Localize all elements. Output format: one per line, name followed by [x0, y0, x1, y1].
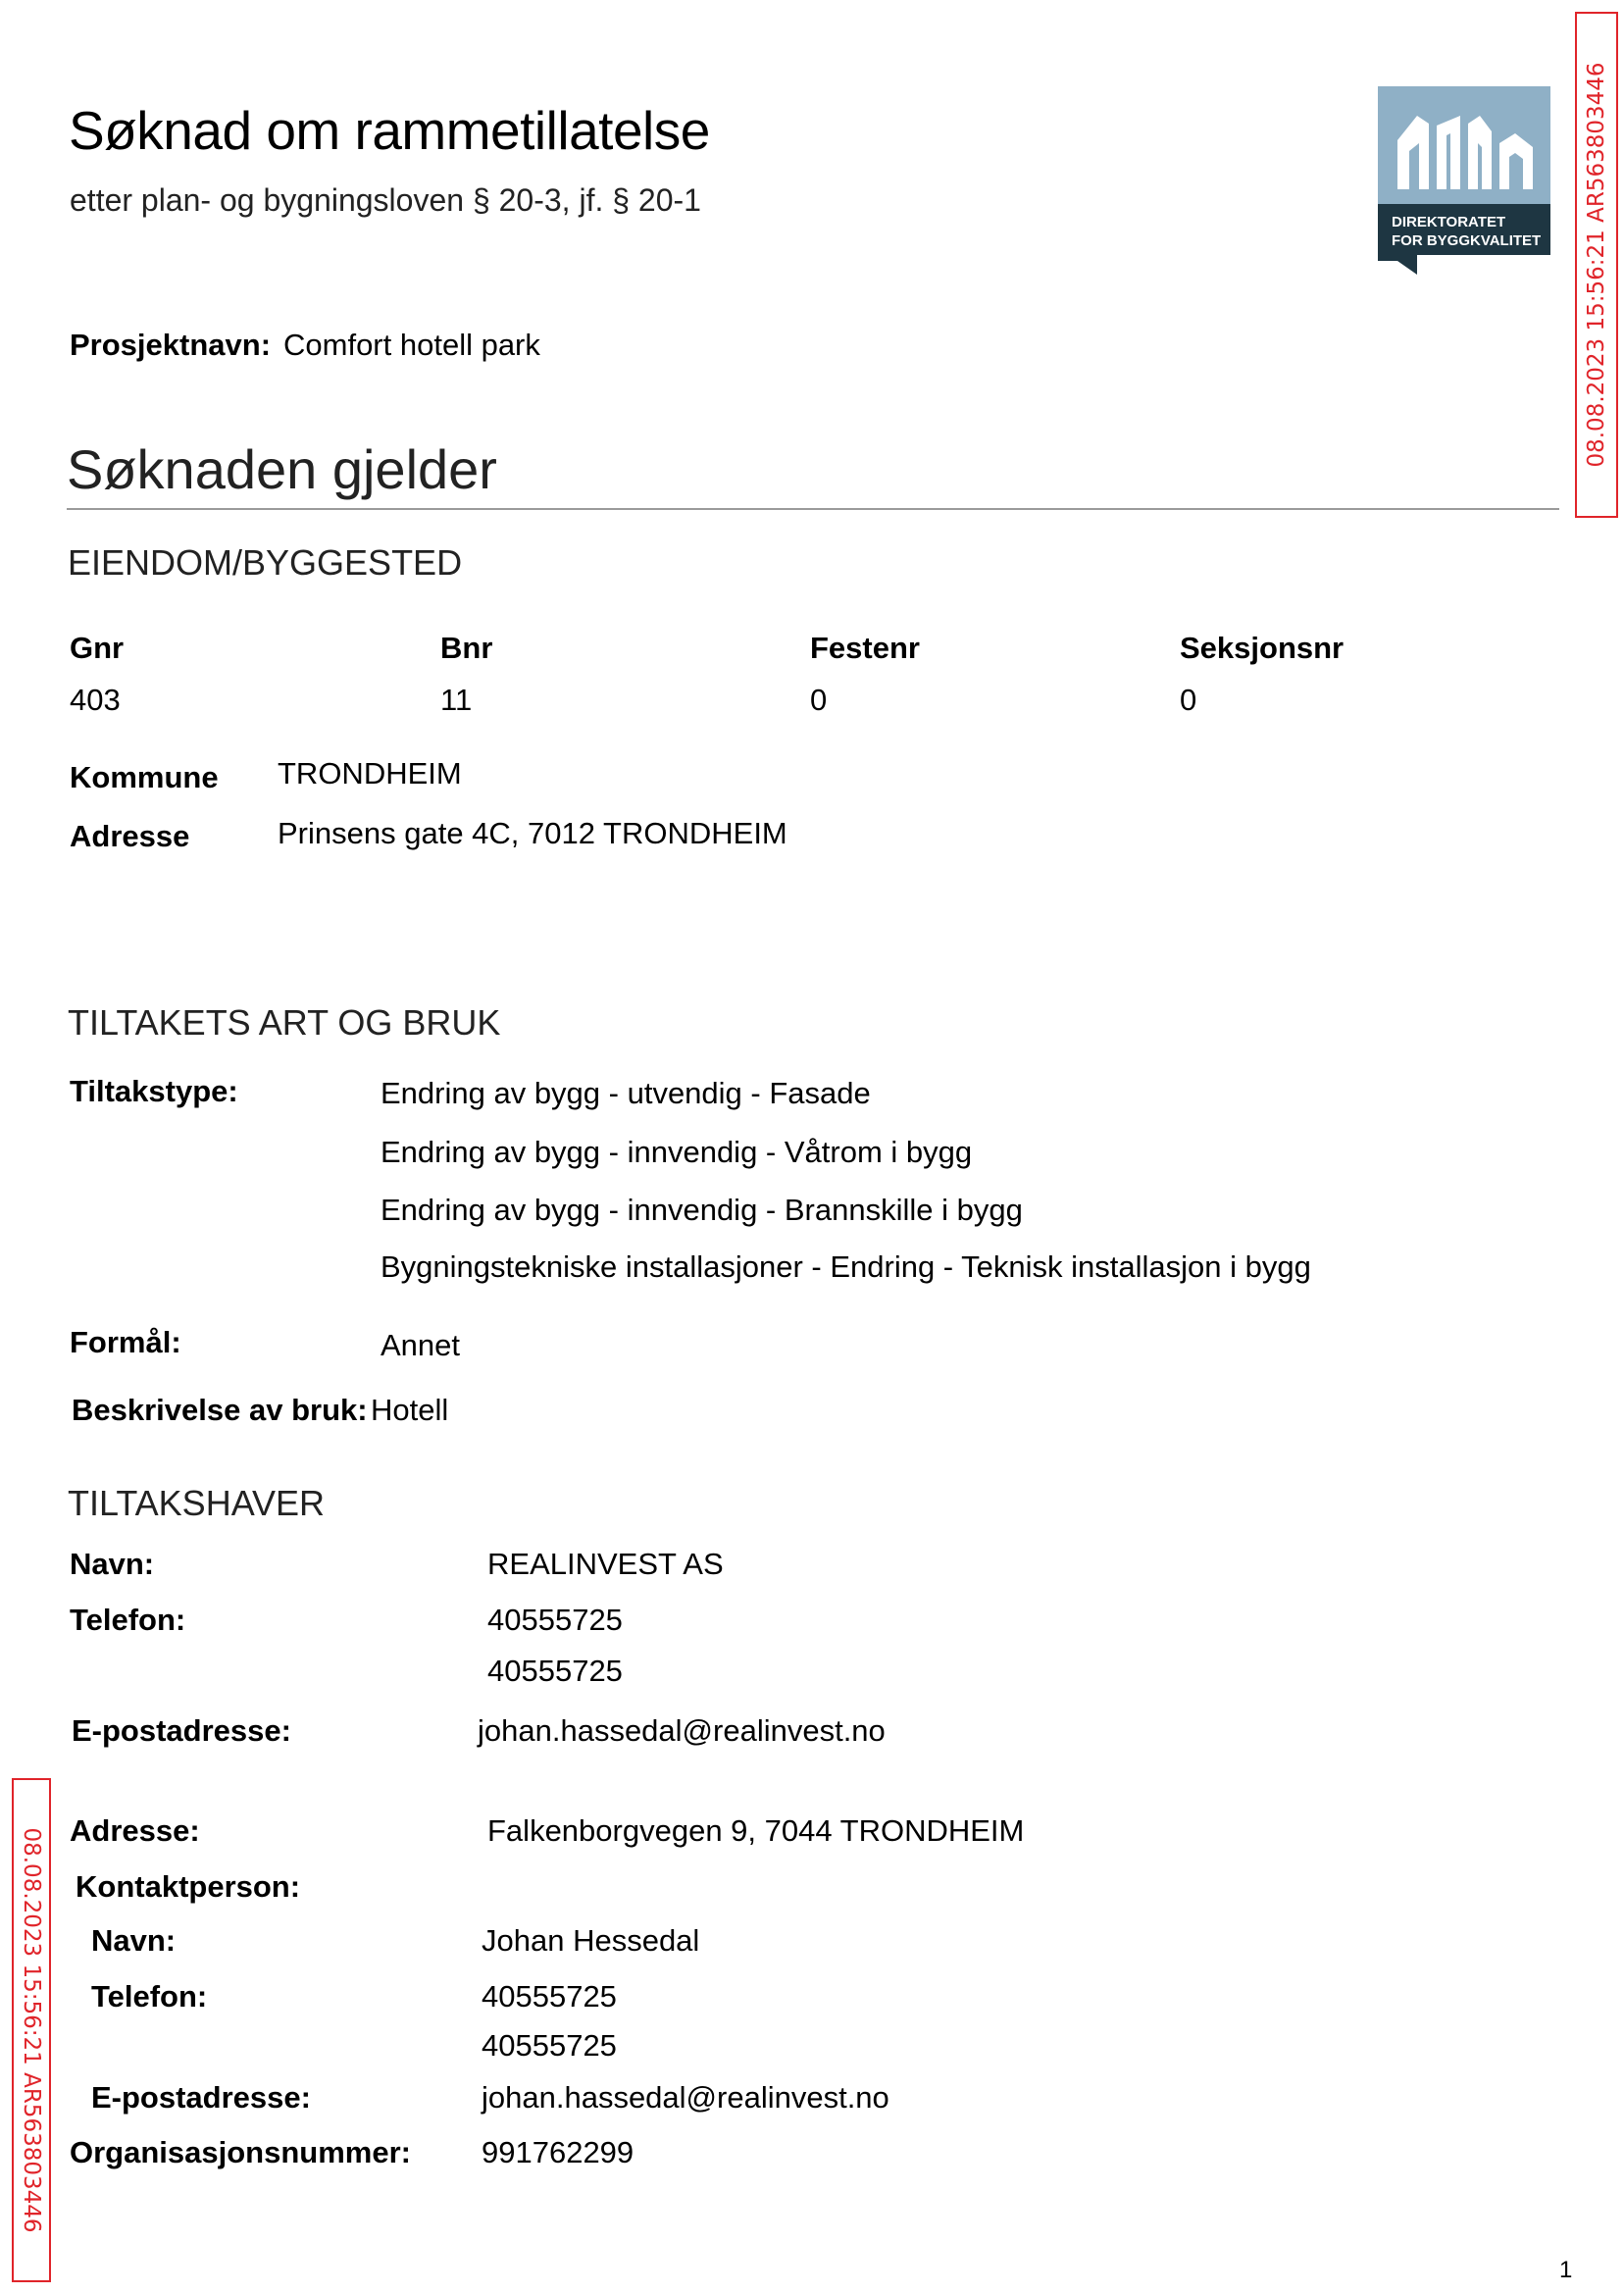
- archive-stamp-bottom-text: 08.08.2023 15:56:21 AR563803446: [19, 1827, 44, 2233]
- adresse-value: Prinsens gate 4C, 7012 TRONDHEIM: [278, 816, 787, 850]
- archive-stamp-top: [1575, 12, 1618, 518]
- project-name-value: Comfort hotell park: [283, 328, 540, 362]
- tiltakshaver-adresse-value: Falkenborgvegen 9, 7044 TRONDHEIM: [487, 1813, 1025, 1848]
- property-col-festenr: Festenr: [810, 631, 920, 665]
- tiltakshaver-epost-value: johan.hassedal@realinvest.no: [478, 1713, 886, 1748]
- property-col-seksjonsnr: Seksjonsnr: [1180, 631, 1345, 665]
- kommune-label: Kommune: [70, 760, 219, 794]
- tiltakstype-item: Bygningstekniske installasjoner - Endring - Teknisk installasjon i bygg: [381, 1249, 1311, 1284]
- kontakt-telefon-label: Telefon:: [91, 1979, 208, 2014]
- kontakt-epost-value: johan.hassedal@realinvest.no: [482, 2080, 889, 2115]
- kontakt-epost-label: E-postadresse:: [91, 2080, 311, 2115]
- kontakt-telefon-value: 40555725: [482, 2028, 617, 2063]
- formal-label: Formål:: [70, 1325, 181, 1359]
- tiltakshaver-epost-label: E-postadresse:: [72, 1713, 291, 1748]
- page-number: 1: [1559, 2257, 1573, 2283]
- property-heading: EIENDOM/BYGGESTED: [68, 542, 463, 583]
- kontakt-telefon-value: 40555725: [482, 1979, 617, 2014]
- bruk-value: Hotell: [371, 1393, 449, 1427]
- bruk-label: Beskrivelse av bruk:: [72, 1393, 368, 1427]
- tiltakstype-item: Endring av bygg - utvendig - Fasade: [381, 1076, 871, 1110]
- tiltakshaver-adresse-label: Adresse:: [70, 1813, 200, 1848]
- property-val-gnr: 403: [70, 683, 121, 717]
- section-heading: Søknaden gjelder: [67, 438, 497, 500]
- tiltakshaver-heading: TILTAKSHAVER: [68, 1483, 326, 1523]
- tiltakstype-item: Endring av bygg - innvendig - Brannskille i bygg: [381, 1193, 1023, 1227]
- orgnr-value: 991762299: [482, 2135, 634, 2169]
- property-col-bnr: Bnr: [440, 631, 493, 665]
- kontaktperson-label: Kontaktperson:: [76, 1869, 301, 1904]
- kontakt-navn-label: Navn:: [91, 1923, 177, 1958]
- kontakt-navn-value: Johan Hessedal: [482, 1923, 700, 1958]
- dibk-logo-graphic: [1378, 86, 1550, 275]
- tiltak-heading: TILTAKETS ART OG BRUK: [68, 1002, 501, 1043]
- tiltakshaver-telefon-label: Telefon:: [70, 1603, 186, 1637]
- logo-text-line1: DIREKTORATET: [1392, 214, 1506, 230]
- logo-text-line2: FOR BYGGKVALITET: [1392, 232, 1542, 249]
- document-subtitle: etter plan- og bygningsloven § 20-3, jf. § 20-1: [70, 182, 701, 218]
- property-val-festenr: 0: [810, 683, 828, 717]
- formal-value: Annet: [381, 1328, 461, 1362]
- orgnr-label: Organisasjonsnummer:: [70, 2135, 411, 2169]
- tiltakshaver-navn-label: Navn:: [70, 1547, 155, 1581]
- archive-stamp-top-text: 08.08.2023 15:56:21 AR563803446: [1584, 62, 1609, 468]
- tiltakstype-item: Endring av bygg - innvendig - Våtrom i bygg: [381, 1135, 973, 1169]
- property-val-seksjonsnr: 0: [1180, 683, 1197, 717]
- document-title: Søknad om rammetillatelse: [69, 100, 710, 161]
- property-val-bnr: 11: [440, 683, 473, 717]
- section-divider: [67, 508, 1559, 510]
- tiltakshaver-telefon-value: 40555725: [487, 1603, 623, 1637]
- property-col-gnr: Gnr: [70, 631, 125, 665]
- project-name-label: Prosjektnavn:: [70, 328, 272, 362]
- kommune-value: TRONDHEIM: [278, 756, 462, 790]
- tiltakshaver-navn-value: REALINVEST AS: [487, 1547, 724, 1581]
- tiltakshaver-telefon-value: 40555725: [487, 1654, 623, 1688]
- archive-stamp-bottom: [12, 1778, 51, 2282]
- tiltakstype-label: Tiltakstype:: [70, 1074, 238, 1108]
- adresse-label: Adresse: [70, 819, 190, 853]
- dibk-logo: [1378, 86, 1550, 275]
